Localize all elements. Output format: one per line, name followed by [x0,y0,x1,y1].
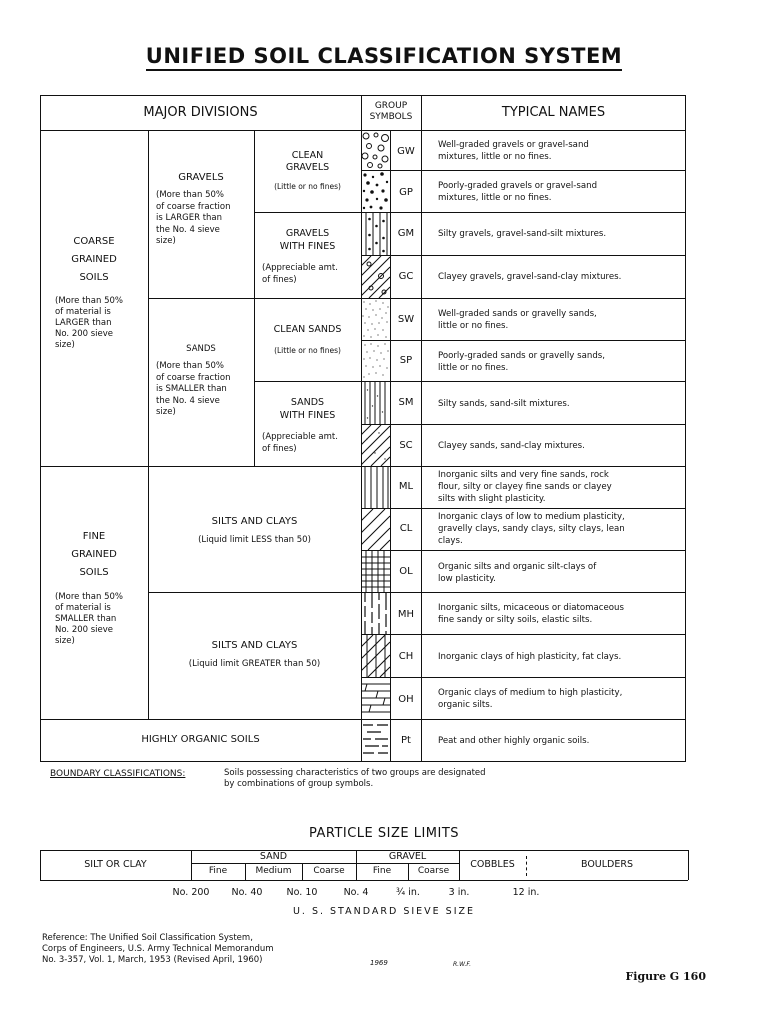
clean-gravels-note: (Little or no fines) [274,182,341,191]
mh-pattern-icon [361,593,390,634]
sieve-three-quarter: ¾ in. [396,887,420,898]
silts-clays-low-note: (Liquid limit LESS than 50) [198,535,311,545]
sc-pattern-icon [361,425,390,466]
typical-names-header: TYPICAL NAMES [501,105,606,120]
gravels-label: GRAVELS [178,172,224,183]
symbol-sc: SC [399,440,413,451]
sand-coarse-label: Coarse [313,866,345,876]
cobbles-label: COBBLES [470,859,515,870]
typical-name-pt: Peat and other highly organic soils. [438,736,590,746]
silt-or-clay-label: SILT OR CLAY [84,859,147,870]
typical-name-sc: Clayey sands, sand-clay mixtures. [438,441,585,451]
symbol-ol: OL [399,566,413,577]
typical-name-sw: Well-graded sands or gravelly sands, little or no fines. [438,309,597,331]
gravel-coarse-label: Coarse [417,866,450,876]
oh-pattern-icon [361,678,390,719]
symbol-pt: Pt [401,735,411,746]
year-mark: 1969 [370,959,388,967]
sieve-no10: No. 10 [286,887,318,898]
sieve-axis-label: U. S. STANDARD SIEVE SIZE [292,906,476,917]
clean-sands-note: (Little or no fines) [274,346,341,355]
symbol-oh: OH [398,694,414,705]
particle-size-title: PARTICLE SIZE LIMITS [308,826,460,841]
figure-label: Figure G 160 [625,970,706,983]
sw-pattern-icon [361,299,390,340]
group-symbols-header: GROUP SYMBOLS [369,101,413,122]
ol-pattern-icon [361,551,390,592]
sands-with-fines-label: SANDS WITH FINES [279,397,336,421]
symbol-sw: SW [397,314,415,325]
symbol-mh: MH [397,609,415,620]
sieve-no40: No. 40 [231,887,263,898]
sand-medium-label: Medium [255,866,292,876]
page-title: UNIFIED SOIL CLASSIFICATION SYSTEM [0,44,768,68]
ml-pattern-icon [361,467,390,508]
sieve-no4: No. 4 [343,887,369,898]
silts-clays-high-label: SILTS AND CLAYS [211,640,298,651]
clean-sands-label: CLEAN SANDS [273,324,342,335]
symbol-gc: GC [398,271,414,282]
fine-grained-note: (More than 50% of material is SMALLER than No. 200 sieve size) [55,592,123,646]
typical-name-cl: Inorganic clays of low to medium plasticity, gravelly clays, sandy clays, silty clays, lean clays. [438,512,625,546]
sm-pattern-icon [361,382,390,424]
pt-pattern-icon [361,720,390,761]
sp-pattern-icon [361,341,390,381]
symbol-ch: CH [398,651,414,662]
reference-note: Reference: The Unified Soil Classification System, Corps of Engineers, U.S. Army Technical Memorandum No. 3-357, Vol. 1, March, 1953 (Revised April, 1960) [42,933,274,965]
gravels-with-fines-label: GRAVELS WITH FINES [279,228,336,252]
sands-label: SANDS [186,344,216,354]
typical-name-sm: Silty sands, sand-silt mixtures. [438,399,570,409]
sand-fine-label: Fine [208,866,228,876]
typical-name-gm: Silty gravels, gravel-sand-silt mixtures. [438,229,607,239]
gravels-note: (More than 50% of coarse fraction is LARGER than the No. 4 sieve size) [156,190,231,246]
sieve-12in: 12 in. [512,887,540,898]
typical-name-gp: Poorly-graded gravels or gravel-sand mixtures, little or no fines. [438,181,598,203]
typical-name-oh: Organic clays of medium to high plasticity, organic silts. [438,688,623,710]
fine-grained-label: FINE GRAINED SOILS [71,531,117,578]
symbol-ml: ML [398,481,414,492]
sand-label: SAND [259,851,288,862]
gp-pattern-icon [361,171,390,212]
gravels-with-fines-note: (Appreciable amt. of fines) [262,263,338,285]
cl-pattern-icon [361,509,390,550]
clean-gravels-label: CLEAN GRAVELS [285,150,330,173]
sieve-no200: No. 200 [172,887,210,898]
symbol-gm: GM [397,228,415,239]
symbol-sp: SP [399,355,413,366]
sands-with-fines-note: (Appreciable amt. of fines) [262,432,338,454]
sands-note: (More than 50% of coarse fraction is SMALLER than the No. 4 sieve size) [156,361,231,417]
major-divisions-header: MAJOR DIVISIONS [143,105,258,120]
coarse-grained-label: COARSE GRAINED SOILS [71,236,117,283]
boulders-label: BOULDERS [580,859,634,870]
typical-name-mh: Inorganic silts, micaceous or diatomaceous fine sandy or silty soils, elastic silts. [438,603,624,625]
typical-name-ol: Organic silts and organic silt-clays of low plasticity. [438,562,597,584]
typical-name-sp: Poorly-graded sands or gravelly sands, little or no fines. [438,351,605,373]
typical-name-gc: Clayey gravels, gravel-sand-clay mixtures. [438,272,622,282]
symbol-cl: CL [399,523,413,534]
typical-name-gw: Well-graded gravels or gravel-sand mixtures, little or no fines. [438,140,589,162]
boundary-text: Soils possessing characteristics of two groups are designated by combinations of group symbols. [224,768,486,789]
symbol-gp: GP [399,187,413,198]
sieve-3in: 3 in. [448,887,470,898]
symbol-gw: GW [397,146,415,157]
ch-pattern-icon [361,635,390,677]
gravel-label: GRAVEL [388,851,427,862]
gravel-fine-label: Fine [372,866,392,876]
coarse-grained-note: (More than 50% of material is LARGER than No. 200 sieve size) [55,296,123,350]
typical-name-ml: Inorganic silts and very fine sands, rock flour, silty or clayey fine sands or clayey silts with slight plasticity. [438,470,612,504]
gw-pattern-icon [361,131,390,170]
silts-clays-high-note: (Liquid limit GREATER than 50) [188,659,321,669]
symbol-sm: SM [398,397,414,408]
boundary-label: BOUNDARY CLASSIFICATIONS: [50,769,186,779]
highly-organic-label: HIGHLY ORGANIC SOILS [141,734,260,745]
silts-clays-low-label: SILTS AND CLAYS [211,516,298,527]
gc-pattern-icon [361,256,390,298]
gm-pattern-icon [361,213,390,255]
author-initials: R.W.F. [453,961,472,968]
typical-name-ch: Inorganic clays of high plasticity, fat clays. [438,652,622,662]
